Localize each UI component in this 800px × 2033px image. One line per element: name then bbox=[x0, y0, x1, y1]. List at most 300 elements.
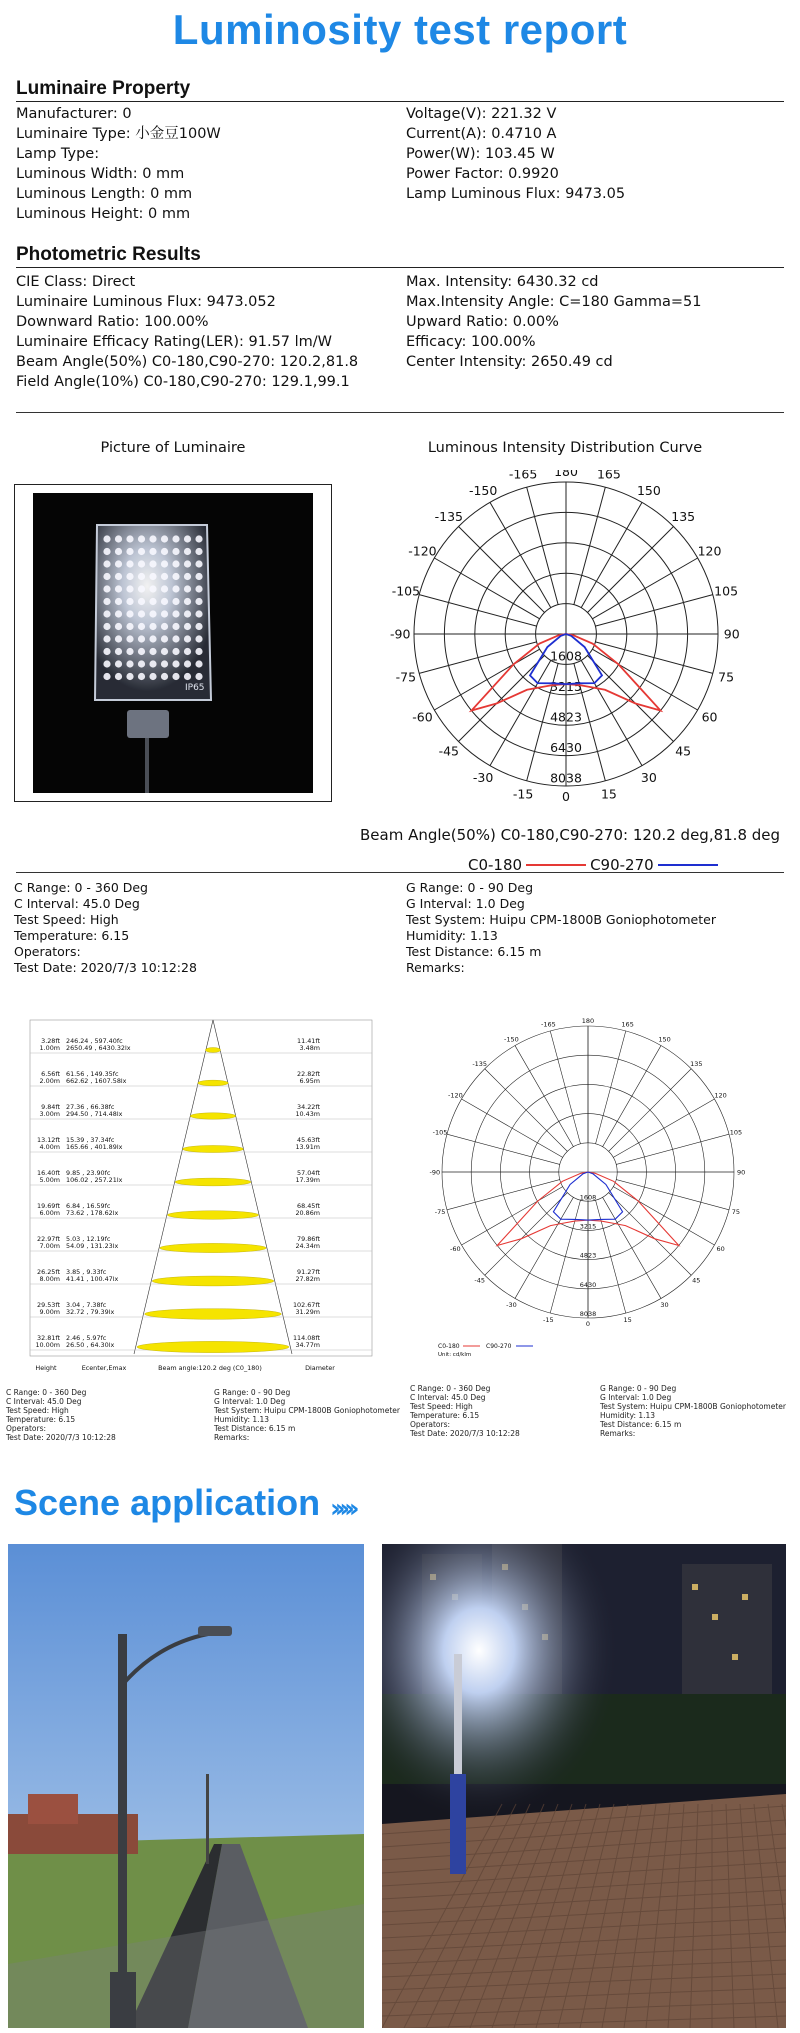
polar-ring-label: 3215 bbox=[550, 679, 582, 695]
cone-label: 22.97ft bbox=[37, 1235, 60, 1243]
cone-label: 57.04ft bbox=[297, 1169, 320, 1177]
led-dot bbox=[149, 673, 156, 680]
led-dot bbox=[161, 548, 168, 555]
led-dot bbox=[103, 573, 110, 580]
polar-spoke bbox=[419, 595, 536, 626]
led-dot bbox=[149, 548, 156, 555]
cone-label: 45.63ft bbox=[297, 1136, 320, 1144]
polar-angle-label: 135 bbox=[671, 509, 696, 525]
property-lamp-flux: Lamp Luminous Flux: 9473.05 bbox=[406, 186, 626, 202]
polar-angle-label: 135 bbox=[690, 1059, 703, 1068]
cone-label: 102.67ft bbox=[292, 1301, 320, 1309]
property-length: Luminous Length: 0 mm bbox=[16, 186, 193, 202]
cone-edge bbox=[213, 1020, 292, 1354]
polar-angle-label: -135 bbox=[472, 1059, 488, 1068]
cone-label: 6.56ft bbox=[41, 1070, 60, 1078]
polar-angle-label: 60 bbox=[716, 1244, 725, 1253]
divider bbox=[16, 412, 784, 413]
cone-footer: Beam angle:120.2 deg (C0_180) bbox=[158, 1364, 262, 1372]
cone-label: 15.39 , 37.34fc bbox=[66, 1136, 115, 1144]
led-dot bbox=[126, 660, 133, 667]
polar-spoke bbox=[592, 558, 697, 619]
cone-label: 106.02 , 257.21lx bbox=[66, 1176, 123, 1184]
polar-spoke bbox=[581, 502, 642, 607]
param-test-date: Test Date: 2020/7/3 10:12:28 bbox=[14, 960, 197, 975]
cone-label: 29.53ft bbox=[37, 1301, 60, 1309]
mini-text: C Range: 0 - 360 Deg bbox=[6, 1388, 87, 1397]
luminaire-photo bbox=[14, 484, 332, 802]
led-dot bbox=[195, 623, 202, 630]
small-polar-chart bbox=[418, 1018, 766, 1362]
test-params-right bbox=[406, 880, 716, 976]
cone-label: 32.72 , 79.39lx bbox=[66, 1308, 115, 1316]
cone-label: 13.12ft bbox=[37, 1136, 60, 1144]
polar-spoke bbox=[515, 1197, 573, 1298]
led-dot bbox=[138, 560, 145, 567]
led-dot bbox=[138, 673, 145, 680]
polar-spoke bbox=[485, 1069, 568, 1152]
mini-text: Test Date: 2020/7/3 10:12:28 bbox=[6, 1433, 116, 1442]
led-dot bbox=[184, 673, 191, 680]
scene-night-photo bbox=[382, 1544, 786, 2028]
polar-angle-label: -15 bbox=[543, 1316, 554, 1325]
led-dot bbox=[195, 560, 202, 567]
polar-angle-label: 60 bbox=[701, 709, 718, 725]
polar-ring-label: 6430 bbox=[579, 1280, 597, 1289]
polar-spoke bbox=[596, 1031, 626, 1144]
photometric-field: Field Angle(10%) C0-180,C90-270: 129.1,99.1 bbox=[16, 374, 350, 390]
led-dot bbox=[161, 648, 168, 655]
cone-label: 6.00m bbox=[39, 1209, 60, 1217]
polar-angle-label: 30 bbox=[640, 769, 657, 785]
cone-ellipse bbox=[145, 1309, 282, 1320]
cone-label: 9.00m bbox=[39, 1308, 60, 1316]
led-dot bbox=[161, 598, 168, 605]
photometric-efficacy: Efficacy: 100.00% bbox=[406, 334, 536, 350]
led-dot bbox=[149, 585, 156, 592]
photometric-beam: Beam Angle(50%) C0-180,C90-270: 120.2,81.8 bbox=[16, 354, 359, 370]
cone-label: 19.69ft bbox=[37, 1202, 60, 1210]
led-dot bbox=[149, 598, 156, 605]
led-dot bbox=[161, 573, 168, 580]
polar-angle-label: 165 bbox=[596, 470, 621, 482]
scene-day-photo bbox=[8, 1544, 364, 2028]
polar-spoke bbox=[595, 595, 712, 626]
cone-label: 20.86m bbox=[295, 1209, 320, 1217]
cone-label: 8.00m bbox=[39, 1275, 60, 1283]
cone-label: 4.00m bbox=[39, 1143, 60, 1151]
cone-label: 27.82m bbox=[295, 1275, 320, 1283]
led-dot bbox=[149, 635, 156, 642]
polar-angle-label: 105 bbox=[714, 583, 739, 599]
cone-label: 24.34m bbox=[295, 1242, 320, 1250]
cone-ellipse bbox=[152, 1276, 274, 1286]
polar-angle-label: 75 bbox=[731, 1207, 741, 1216]
cone-ellipse bbox=[175, 1178, 251, 1186]
polar-angle-label: -30 bbox=[472, 769, 494, 785]
legend-c90-label: C90-270 bbox=[590, 856, 654, 874]
led-dot bbox=[172, 573, 179, 580]
led-dot bbox=[149, 573, 156, 580]
cone-label: 7.00m bbox=[39, 1242, 60, 1250]
cone-label: 73.62 , 178.62lx bbox=[66, 1209, 119, 1217]
polar-spoke bbox=[434, 558, 539, 619]
led-dot bbox=[115, 660, 122, 667]
cone-label: 34.22ft bbox=[297, 1103, 320, 1111]
polar-angle-label: 0 bbox=[562, 789, 570, 804]
led-dot bbox=[103, 610, 110, 617]
polar-angle-label: -105 bbox=[432, 1128, 448, 1137]
led-dot bbox=[126, 623, 133, 630]
cone-label: 9.85 , 23.90fc bbox=[66, 1169, 111, 1177]
led-dot bbox=[115, 560, 122, 567]
property-type: Luminaire Type: 小金豆100W bbox=[16, 126, 221, 142]
led-dot bbox=[103, 585, 110, 592]
led-dot bbox=[184, 560, 191, 567]
polar-spoke bbox=[434, 649, 539, 710]
cone-label: 114.08ft bbox=[292, 1334, 320, 1342]
led-dot bbox=[138, 548, 145, 555]
polar-angle-label: -150 bbox=[468, 482, 498, 498]
led-dot bbox=[149, 610, 156, 617]
mini-text: Operators: bbox=[6, 1424, 47, 1433]
property-power-factor: Power Factor: 0.9920 bbox=[406, 166, 559, 182]
property-heading: Luminaire Property bbox=[16, 78, 784, 102]
small-polar-unit: Unit: cd/klm bbox=[438, 1352, 472, 1358]
led-dot bbox=[115, 573, 122, 580]
polar-spoke bbox=[603, 1197, 661, 1298]
led-dot bbox=[161, 585, 168, 592]
cone-footer: Ecenter,Emax bbox=[81, 1364, 127, 1372]
cone-label: 10.00m bbox=[35, 1341, 60, 1349]
led-dot bbox=[161, 673, 168, 680]
led-dot bbox=[172, 673, 179, 680]
cone-label: 2.00m bbox=[39, 1077, 60, 1085]
polar-spoke bbox=[515, 1046, 573, 1147]
polar-angle-label: 15 bbox=[600, 786, 617, 802]
polar-spoke bbox=[485, 1193, 568, 1276]
polar-ring-label: 1608 bbox=[579, 1193, 597, 1202]
polar-angle-label: 180 bbox=[554, 470, 578, 479]
led-dot bbox=[115, 548, 122, 555]
photometric-upward: Upward Ratio: 0.00% bbox=[406, 314, 559, 330]
polar-angle-label: -135 bbox=[434, 509, 463, 525]
param-g-interval: G Interval: 1.0 Deg bbox=[406, 896, 525, 911]
led-dot bbox=[126, 610, 133, 617]
led-dot bbox=[126, 673, 133, 680]
cone-label: 17.39m bbox=[295, 1176, 320, 1184]
polar-angle-label: -30 bbox=[506, 1300, 517, 1309]
led-dot bbox=[149, 648, 156, 655]
mini-text: G Range: 0 - 90 Deg bbox=[214, 1388, 291, 1397]
scene-arrows-icon: ››››› bbox=[330, 1494, 354, 1524]
small-legend-c90: C90-270 bbox=[486, 1343, 512, 1350]
polar-spoke bbox=[587, 655, 673, 741]
cone-label: 79.86ft bbox=[297, 1235, 320, 1243]
mini-text: C Interval: 45.0 Deg bbox=[410, 1393, 486, 1402]
led-dot bbox=[103, 635, 110, 642]
cone-label: 3.00m bbox=[39, 1110, 60, 1118]
cone-label: 16.40ft bbox=[37, 1169, 60, 1177]
led-dot bbox=[126, 548, 133, 555]
polar-angle-label: 15 bbox=[623, 1316, 632, 1325]
led-dot bbox=[184, 610, 191, 617]
photometric-max-angle: Max.Intensity Angle: C=180 Gamma=51 bbox=[406, 294, 702, 310]
led-dot bbox=[115, 623, 122, 630]
test-params-left bbox=[14, 880, 197, 976]
polar-spoke bbox=[459, 527, 545, 613]
cone-label: 61.56 , 149.35fc bbox=[66, 1070, 119, 1078]
led-dot bbox=[184, 548, 191, 555]
polar-angle-label: 90 bbox=[737, 1168, 746, 1177]
mini-text: Humidity: 1.13 bbox=[600, 1411, 656, 1420]
polar-angle-label: -45 bbox=[474, 1276, 486, 1285]
cone-label: 1.00m bbox=[39, 1044, 60, 1052]
polar-angle-label: 180 bbox=[581, 1018, 595, 1025]
polar-spoke bbox=[596, 1200, 626, 1313]
mini-text: Test System: Huipu CPM-1800B Goniophotometer bbox=[600, 1402, 786, 1411]
led-dot bbox=[103, 673, 110, 680]
led-dot bbox=[184, 535, 191, 542]
mini-text: Test Speed: High bbox=[6, 1406, 69, 1415]
led-dot bbox=[184, 648, 191, 655]
cone-footer: Height bbox=[35, 1364, 57, 1372]
polar-angle-label: 45 bbox=[675, 743, 692, 759]
led-dot bbox=[126, 560, 133, 567]
polar-angle-label: -150 bbox=[504, 1035, 519, 1044]
polar-spoke bbox=[616, 1134, 729, 1164]
polar-ring-label: 6430 bbox=[550, 739, 582, 755]
polar-spoke bbox=[550, 1031, 580, 1144]
led-dot bbox=[138, 623, 145, 630]
polar-spoke bbox=[419, 642, 536, 673]
cone-label: 22.82ft bbox=[297, 1070, 320, 1078]
param-test-speed: Test Speed: High bbox=[14, 912, 119, 927]
param-c-range: C Range: 0 - 360 Deg bbox=[14, 880, 148, 895]
led-dot bbox=[184, 598, 191, 605]
mini-text: Test Speed: High bbox=[410, 1402, 473, 1411]
led-dot bbox=[172, 548, 179, 555]
polar-angle-label: 120 bbox=[714, 1091, 727, 1100]
report-title: Luminosity test report bbox=[172, 6, 628, 53]
mini-text: G Interval: 1.0 Deg bbox=[214, 1397, 286, 1406]
led-dot bbox=[184, 660, 191, 667]
mini-text: Temperature: 6.15 bbox=[6, 1415, 76, 1424]
cone-label: 68.45ft bbox=[297, 1202, 320, 1210]
led-dot bbox=[126, 535, 133, 542]
cone-ellipse bbox=[198, 1080, 228, 1086]
led-dot bbox=[138, 598, 145, 605]
cone-label: 662.62 , 1607.58lx bbox=[66, 1077, 127, 1085]
led-dot bbox=[172, 623, 179, 630]
cone-label: 27.36 , 66.38fc bbox=[66, 1103, 115, 1111]
cone-ellipse bbox=[160, 1243, 266, 1252]
picture-caption: Picture of Luminaire bbox=[100, 440, 246, 456]
cone-label: 294.50 , 714.48lx bbox=[66, 1110, 123, 1118]
cone-label: 41.41 , 100.47lx bbox=[66, 1275, 119, 1283]
polar-angle-label: 165 bbox=[621, 1020, 634, 1029]
polar-spoke bbox=[609, 1069, 692, 1152]
led-dot bbox=[161, 610, 168, 617]
polar-angle-label: -105 bbox=[391, 583, 421, 599]
param-temperature: Temperature: 6.15 bbox=[14, 928, 130, 943]
polar-spoke bbox=[447, 1180, 560, 1210]
polar-spoke bbox=[462, 1099, 563, 1157]
mini-params-b-left bbox=[410, 1384, 520, 1438]
param-humidity: Humidity: 1.13 bbox=[406, 928, 498, 943]
led-dot bbox=[161, 560, 168, 567]
property-lamp-type: Lamp Type: bbox=[16, 146, 100, 162]
cone-ellipse bbox=[167, 1211, 258, 1220]
led-dot bbox=[126, 573, 133, 580]
cone-label: 6.84 , 16.59fc bbox=[66, 1202, 111, 1210]
polar-angle-label: 105 bbox=[729, 1128, 743, 1137]
cone-label: 54.09 , 131.23lx bbox=[66, 1242, 119, 1250]
mini-text: Test Distance: 6.15 m bbox=[214, 1424, 296, 1433]
polar-spoke bbox=[459, 655, 545, 741]
led-dot bbox=[195, 648, 202, 655]
beam-angle-note: Beam Angle(50%) C0-180,C90-270: 120.2 deg,81.8 deg bbox=[360, 826, 781, 844]
polar-angle-label: 90 bbox=[723, 626, 740, 642]
property-left bbox=[16, 104, 221, 224]
led-dot bbox=[138, 535, 145, 542]
small-polar-legend bbox=[438, 1343, 533, 1350]
polar-ring-label: 8038 bbox=[579, 1310, 597, 1319]
polar-spoke bbox=[550, 1200, 580, 1313]
property-width: Luminous Width: 0 mm bbox=[16, 166, 185, 182]
small-legend-c0: C0-180 bbox=[438, 1343, 460, 1350]
polar-ring-label: 1608 bbox=[550, 648, 582, 664]
led-dot bbox=[103, 598, 110, 605]
photometric-left bbox=[16, 272, 358, 392]
param-test-distance: Test Distance: 6.15 m bbox=[406, 944, 542, 959]
cone-label: 2650.49 , 6430.32lx bbox=[66, 1044, 131, 1052]
led-dot bbox=[115, 673, 122, 680]
legend-c0-label: C0-180 bbox=[468, 856, 523, 874]
led-dot bbox=[103, 648, 110, 655]
led-dot bbox=[103, 660, 110, 667]
cone-ellipse bbox=[137, 1341, 289, 1352]
polar-angle-label: 30 bbox=[660, 1300, 669, 1309]
led-dot bbox=[126, 598, 133, 605]
cone-edge bbox=[134, 1020, 213, 1354]
led-dot bbox=[172, 560, 179, 567]
led-dot bbox=[172, 660, 179, 667]
led-dot bbox=[138, 648, 145, 655]
mini-params-a-left bbox=[6, 1388, 116, 1442]
led-dot bbox=[172, 635, 179, 642]
led-dot bbox=[103, 623, 110, 630]
polar-spoke bbox=[587, 527, 673, 613]
mini-text: G Interval: 1.0 Deg bbox=[600, 1393, 672, 1402]
led-dot bbox=[138, 660, 145, 667]
led-dot bbox=[161, 535, 168, 542]
led-dot bbox=[172, 610, 179, 617]
photometric-ler: Luminaire Efficacy Rating(LER): 91.57 lm/W bbox=[16, 334, 333, 350]
mini-text: Temperature: 6.15 bbox=[410, 1411, 480, 1420]
cone-label: 165.66 , 401.89lx bbox=[66, 1143, 123, 1151]
cone-label: 13.91m bbox=[295, 1143, 320, 1151]
polar-spoke bbox=[447, 1134, 560, 1164]
polar-angle-label: -75 bbox=[395, 669, 417, 685]
led-dot bbox=[161, 623, 168, 630]
polar-angle-label: -75 bbox=[434, 1207, 446, 1216]
led-dot bbox=[149, 623, 156, 630]
param-g-range: G Range: 0 - 90 Deg bbox=[406, 880, 534, 895]
polar-ring-label: 4823 bbox=[579, 1251, 597, 1260]
cone-label: 3.85 , 9.33fc bbox=[66, 1268, 107, 1276]
led-dot bbox=[195, 535, 202, 542]
led-dot bbox=[126, 648, 133, 655]
mini-text: Test Date: 2020/7/3 10:12:28 bbox=[410, 1429, 520, 1438]
mini-text: Test System: Huipu CPM-1800B Goniophotometer bbox=[214, 1406, 400, 1415]
cone-label: 3.04 , 7.38fc bbox=[66, 1301, 107, 1309]
led-dot bbox=[172, 585, 179, 592]
led-dot bbox=[103, 535, 110, 542]
led-dot bbox=[161, 660, 168, 667]
photometric-downward: Downward Ratio: 100.00% bbox=[16, 314, 209, 330]
mini-text: G Range: 0 - 90 Deg bbox=[600, 1384, 677, 1393]
polar-ring-label: 8038 bbox=[550, 770, 582, 786]
cone-ellipse bbox=[183, 1145, 244, 1152]
param-c-interval: C Interval: 45.0 Deg bbox=[14, 896, 140, 911]
mini-params-a-right bbox=[214, 1388, 400, 1442]
polar-angle-label: -60 bbox=[412, 709, 433, 725]
led-dot bbox=[115, 535, 122, 542]
led-dot bbox=[115, 610, 122, 617]
polar-ring-label: 4823 bbox=[550, 709, 582, 725]
cone-label: 10.43m bbox=[295, 1110, 320, 1118]
polar-angle-label: -120 bbox=[408, 543, 437, 559]
curve-caption: Luminous Intensity Distribution Curve bbox=[427, 440, 703, 456]
cone-label: 246.24 , 597.40fc bbox=[66, 1037, 123, 1045]
photometric-cie: CIE Class: Direct bbox=[16, 274, 136, 290]
mini-text: Humidity: 1.13 bbox=[214, 1415, 270, 1424]
property-voltage: Voltage(V): 221.32 V bbox=[406, 106, 557, 122]
photometric-max-intensity: Max. Intensity: 6430.32 cd bbox=[406, 274, 599, 290]
led-dot bbox=[115, 598, 122, 605]
polar-spoke bbox=[603, 1046, 661, 1147]
polar-spoke bbox=[616, 1180, 729, 1210]
led-dot bbox=[184, 635, 191, 642]
mini-text: Remarks: bbox=[214, 1433, 250, 1442]
photometric-heading: Photometric Results bbox=[16, 244, 784, 268]
led-dot bbox=[149, 560, 156, 567]
polar-angle-label: -90 bbox=[429, 1168, 441, 1177]
led-dot bbox=[184, 585, 191, 592]
led-dot bbox=[138, 635, 145, 642]
mini-text: Test Distance: 6.15 m bbox=[600, 1420, 682, 1429]
polar-angle-label: 150 bbox=[636, 482, 661, 498]
polar-angle-label: -165 bbox=[540, 1020, 556, 1029]
led-dot bbox=[149, 535, 156, 542]
polar-angle-label: 45 bbox=[692, 1276, 701, 1285]
led-dot bbox=[161, 635, 168, 642]
polar-spoke bbox=[490, 660, 551, 765]
polar-spoke bbox=[613, 1099, 714, 1157]
polar-spoke bbox=[592, 649, 697, 710]
led-dot bbox=[149, 660, 156, 667]
led-dot bbox=[115, 635, 122, 642]
polar-angle-label: 0 bbox=[585, 1319, 591, 1328]
led-dot bbox=[195, 585, 202, 592]
photo-label: IP65 bbox=[185, 683, 205, 693]
cone-label: 5.03 , 12.19fc bbox=[66, 1235, 111, 1243]
cone-label: 9.84ft bbox=[41, 1103, 60, 1111]
polar-angle-label: -60 bbox=[450, 1244, 461, 1253]
polar-spoke bbox=[490, 502, 551, 607]
polar-angle-label: 150 bbox=[658, 1035, 671, 1044]
